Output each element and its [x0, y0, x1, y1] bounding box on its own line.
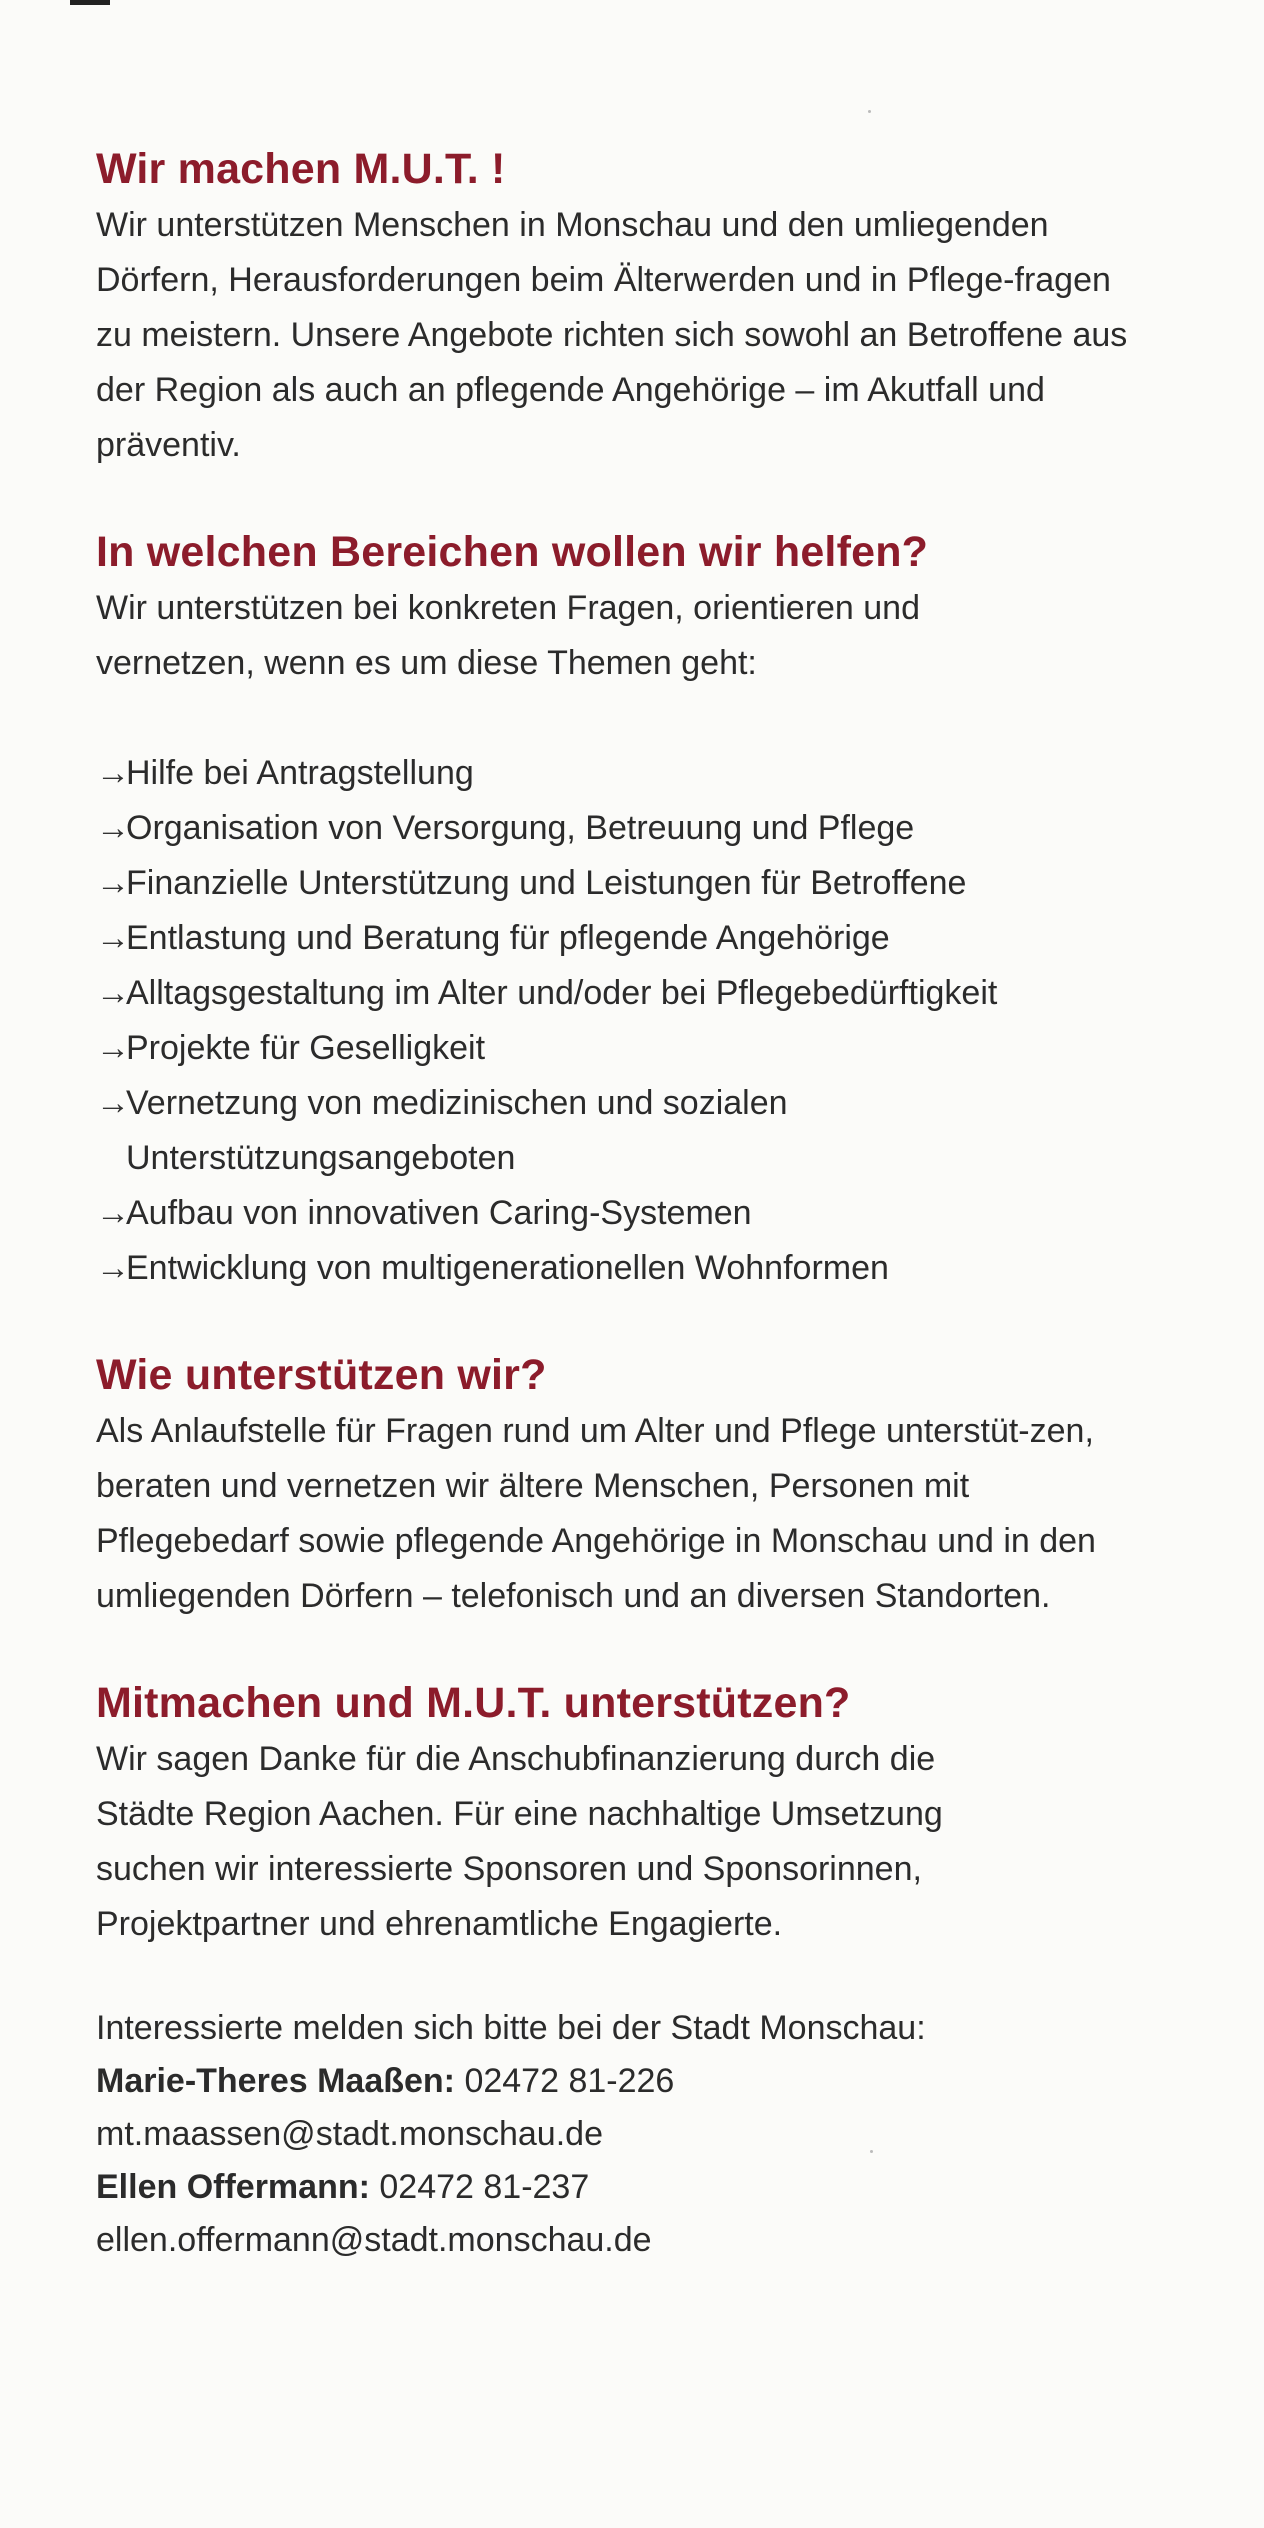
contact-name: Marie-Theres Maaßen:: [96, 2062, 455, 2100]
scan-speck: [868, 110, 871, 113]
contact-person: [96, 2161, 1176, 2214]
arrow-right-icon: →: [96, 919, 130, 957]
list-item: →Aufbau von innovativen Caring-Systemen: [96, 1186, 1176, 1241]
contact-person: [96, 2055, 1176, 2108]
arrow-right-icon: →: [96, 754, 130, 792]
arrow-right-icon: →: [96, 1084, 130, 1122]
arrow-right-icon: →: [96, 1249, 130, 1287]
list-item: →Projekte für Geselligkeit: [96, 1021, 1176, 1076]
contact-email[interactable]: mt.maassen@stadt.monschau.de: [96, 2115, 603, 2153]
contact-block: [96, 2002, 1176, 2267]
arrow-right-icon: →: [96, 1029, 130, 1067]
arrow-right-icon: →: [96, 809, 130, 847]
section-support: [96, 1346, 1176, 1624]
list-item: →Alltagsgestaltung im Alter und/oder bei Pflegebedürftigkeit: [96, 966, 1176, 1021]
section-body: Als Anlaufstelle für Fragen rund um Alter und Pflege unterstüt-zen, beraten und vernetzen wir ältere Menschen, Personen mit Pflegebedarf sowie pflegende Angehörige in Monschau und in den umliegenden Dörfern – telefonisch und an diversen Standorten.: [96, 1412, 1096, 1615]
section-body: Wir unterstützen bei konkreten Fragen, orientieren und vernetzen, wenn es um diese Themen geht:: [96, 589, 921, 682]
list-item: →Entwicklung von multigenerationellen Wohnformen: [96, 1241, 1176, 1296]
arrow-right-icon: →: [96, 1194, 130, 1232]
section-areas: [96, 523, 1176, 1296]
top-edge-mark: [70, 0, 110, 5]
section-heading: Wie unterstützen wir?: [96, 1351, 547, 1399]
section-about: [96, 140, 1176, 473]
contact-phone[interactable]: 02472 81-237: [379, 2168, 590, 2206]
section-body: Wir sagen Danke für die Anschubfinanzierung durch die Städte Region Aachen. Für eine nachhaltige Umsetzung suchen wir interessierte Sponsoren und Sponsorinnen, Projektpartner und ehrenamtliche Engagierte.: [96, 1740, 943, 1943]
contact-name: Ellen Offermann:: [96, 2168, 370, 2206]
list-item: →Entlastung und Beratung für pflegende Angehörige: [96, 911, 1176, 966]
arrow-right-icon: →: [96, 974, 130, 1012]
list-item: →Vernetzung von medizinischen und sozialen Unterstützungsangeboten: [96, 1076, 906, 1186]
contact-intro: Interessierte melden sich bitte bei der Stadt Monschau:: [96, 2009, 926, 2047]
section-heading: In welchen Bereichen wollen wir helfen?: [96, 528, 929, 576]
section-heading: Mitmachen und M.U.T. unterstützen?: [96, 1679, 851, 1727]
section-get-involved: [96, 1674, 1176, 1952]
list-item: →Hilfe bei Antragstellung: [96, 746, 1176, 801]
contact-phone[interactable]: 02472 81-226: [464, 2062, 675, 2100]
list-item: →Finanzielle Unterstützung und Leistungen für Betroffene: [96, 856, 1176, 911]
contact-email[interactable]: ellen.offermann@stadt.monschau.de: [96, 2221, 652, 2259]
topic-list: [96, 746, 1176, 1296]
section-heading: Wir machen M.U.T. !: [96, 145, 506, 193]
list-item: →Organisation von Versorgung, Betreuung und Pflege: [96, 801, 1176, 856]
section-body: Wir unterstützen Menschen in Monschau und den umliegenden Dörfern, Herausforderungen beim Älterwerden und in Pflege-fragen zu meistern. Unsere Angebote richten sich sowohl an Betroffene aus der Region als auch an pflegende Angehörige – im Akutfall und präventiv.: [96, 206, 1128, 464]
arrow-right-icon: →: [96, 864, 130, 902]
flyer-content: [96, 140, 1176, 2267]
